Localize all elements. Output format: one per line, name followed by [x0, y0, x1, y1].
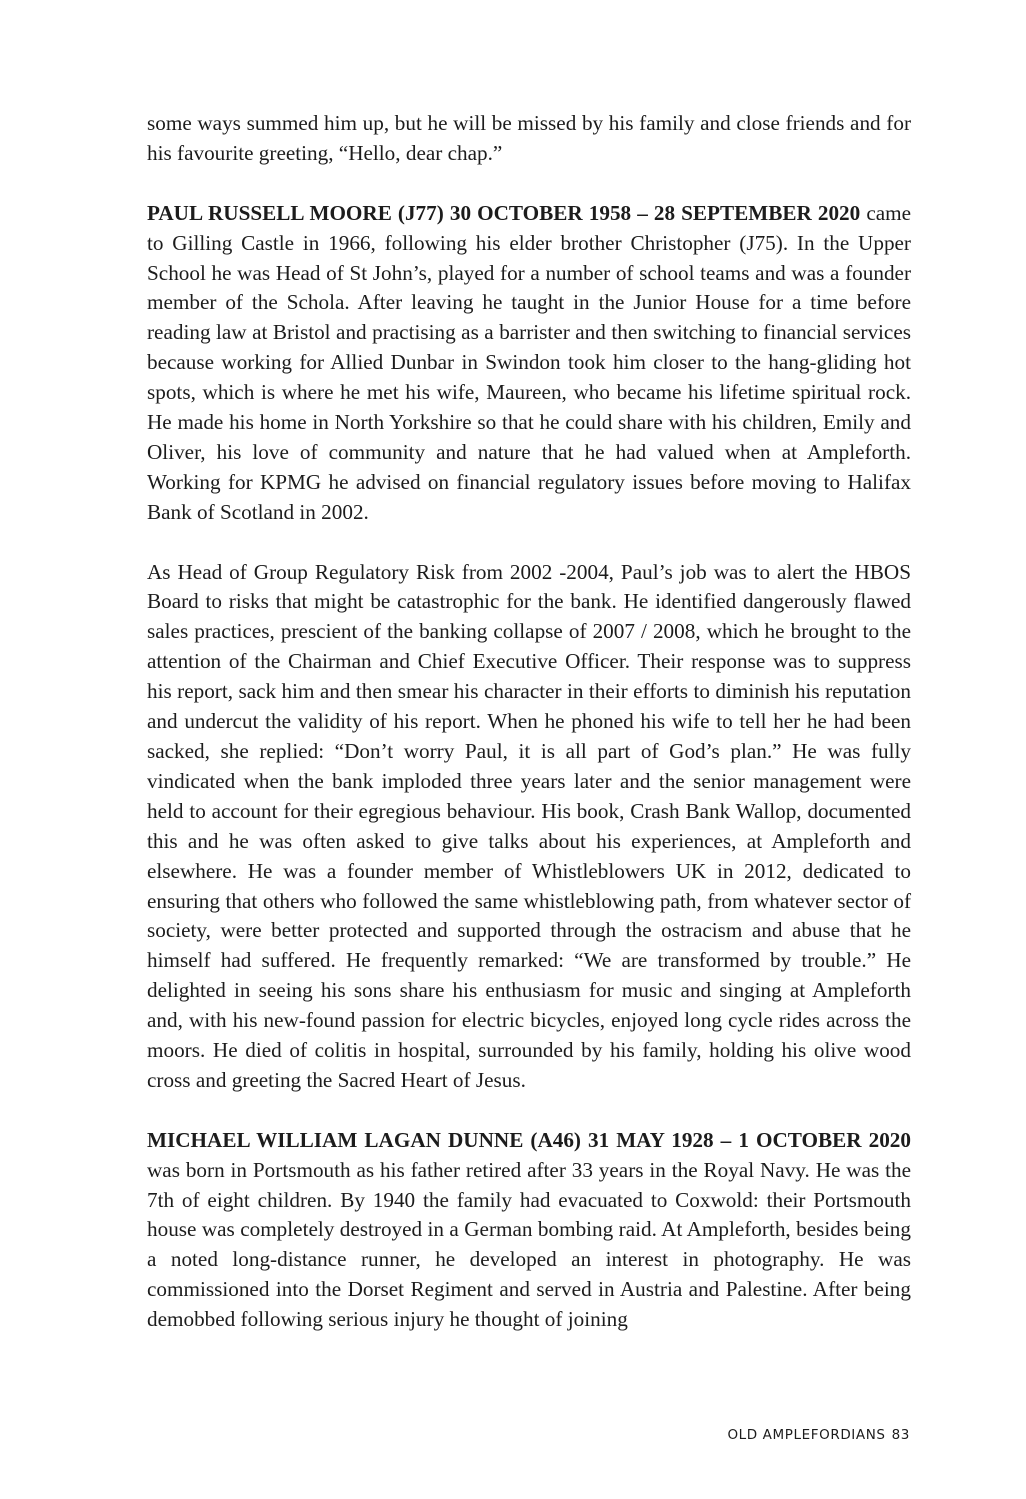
obituary-text: [147, 109, 911, 1335]
obituary-heading: PAUL RUSSELL MOORE (J77) 30 OCTOBER 1958 – 28 SEPTEMBER 2020: [147, 200, 861, 225]
paragraph-body: some ways summed him up, but he will be missed by his family and close friends and for his favourite greeting, “Hello, dear chap.”: [147, 111, 911, 165]
paragraph-paul-moore: [147, 199, 911, 528]
obituary-heading: MICHAEL WILLIAM LAGAN DUNNE (A46) 31 MAY 1928 – 1 OCTOBER 2020: [147, 1127, 911, 1152]
running-title: OLD AMPLEFORDIANS: [727, 1427, 886, 1443]
page-number: 83: [891, 1427, 910, 1443]
page-footer: [727, 1427, 910, 1443]
paragraph-body: was born in Portsmouth as his father retired after 33 years in the Royal Navy. He was the 7th of eight children. By 1940 the family had evacuated to Coxwold: their Portsmouth house was completely destroyed in a German bombing raid. At Ampleforth, besides being a noted long-distance runner, he developed an interest in photography. He was commissioned into the Dorset Regiment and served in Austria and Palestine. After being demobbed following serious injury he thought of joining: [147, 1157, 911, 1332]
paragraph-continuation: [147, 109, 911, 169]
paragraph-body: As Head of Group Regulatory Risk from 2002 -2004, Paul’s job was to alert the HBOS Board to risks that might be catastrophic for the bank. He identified dangerously flawed sales practices, prescient of the banking collapse of 2007 / 2008, which he brought to the attention of the Chairman and Chief Executive Officer. Their response was to suppress his report, sack him and then smear his character in their efforts to diminish his reputation and undercut the validity of his report. When he phoned his wife to tell her he had been sacked, she replied: “Don’t worry Paul, it is all part of God’s plan.” He was fully vindicated when the bank imploded three years later and the senior management were held to account for their egregious behaviour. His book, Crash Bank Wallop, documented this and he was often asked to give talks about his experiences, at Ampleforth and elsewhere. He was a founder member of Whistleblowers UK in 2012, dedicated to ensuring that others who followed the same whistleblowing path, from whatever sector of society, were better protected and supported through the ostracism and abuse that he himself had suffered. He frequently remarked: “We are transformed by trouble.” He delighted in seeing his sons share his enthusiasm for music and singing at Ampleforth and, with his new-found passion for electric bicycles, enjoyed long cycle rides across the moors. He died of colitis in hospital, surrounded by his family, holding his olive wood cross and greeting the Sacred Heart of Jesus.: [147, 559, 911, 1092]
paragraph-michael-dunne: [147, 1126, 911, 1335]
paragraph-hbos: [147, 558, 911, 1096]
paragraph-body: came to Gilling Castle in 1966, following his elder brother Christopher (J75). In the Upper School he was Head of St John’s, played for a number of school teams and was a founder member of the Schola. After leaving he taught in the Junior House for a time before reading law at Bristol and practising as a barrister and then switching to financial services because working for Allied Dunbar in Swindon took him closer to the hang-gliding hot spots, which is where he met his wife, Maureen, who became his lifetime spiritual rock. He made his home in North Yorkshire so that he could share with his children, Emily and Oliver, his love of community and nature that he had valued when at Ampleforth. Working for KPMG he advised on financial regulatory issues before moving to Halifax Bank of Scotland in 2002.: [147, 200, 912, 524]
